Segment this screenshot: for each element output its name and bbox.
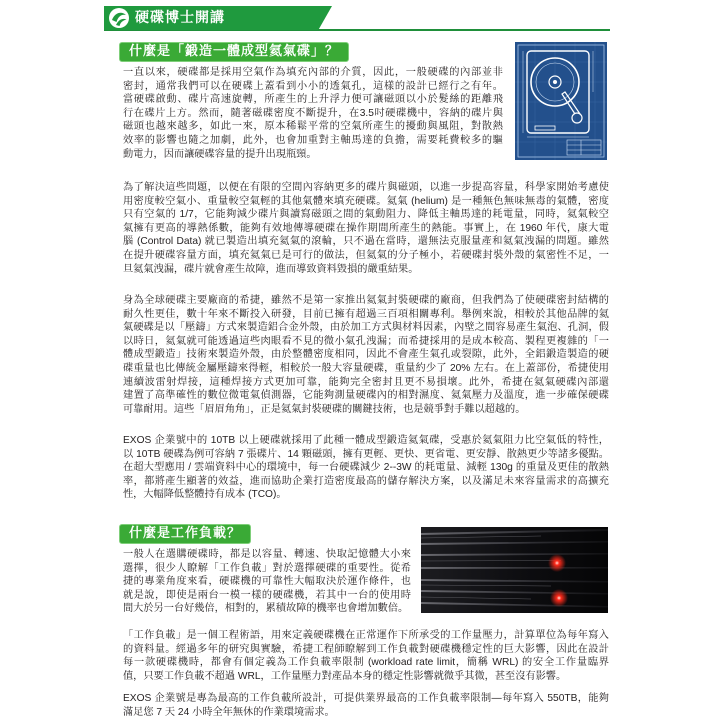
text-line: 建置了高準確性的數位微電氣偵測器，它能夠測量硬碟內的相對濕度、氦氣壓力及溫度，進一步確保硬碟 (123, 390, 609, 402)
text-line: 腦 (Control Data) 就已製造出填充氦氣的滾輪，只不過在當時，還無法克服量產和氦氣洩漏的問題。雖然 (123, 236, 609, 248)
section-heading-helium-drive: 什麼是「鍛造一體成型氦氣碟」？ (119, 42, 349, 62)
text-line: 一般人在選購硬碟時，都是以容量、轉速、快取記憶體大小來 (123, 549, 411, 560)
text-line: 效率的影響也隨之加劇，此外，也會加重對主軸馬達的負擔，需要耗費較多的驅 (123, 134, 503, 146)
text-line: 磁頭也越來越多，如此一來，原本稀鬆平常的空氣所產生的擾動與風阻，對散熱 (123, 121, 503, 133)
seagate-logo-icon (108, 7, 130, 29)
rack-background (421, 527, 608, 613)
text-line: 就是說，即使是兩台一模一樣的硬碟機，若其中一台的使用時 (123, 589, 411, 601)
text-line: 率，都將產生顯著的效益，進而協助企業打造密度最高的儲存解決方案，以及滿足未來容量需求的高擴充 (123, 475, 609, 487)
spindle-center (553, 80, 557, 84)
paragraph-seagate-forging (123, 294, 609, 416)
text-line: 體成型鍛造」技術來製造外殼，由於整體密度相同，因此不會產生氣孔或裂隙，此外，全鋁鍛造製造的硬 (123, 349, 609, 361)
text-line: 的資料量。經過多年的研究與實驗，希捷工程師瞭解到工作負載對硬碟機穩定性的巨大影響，因此在設計 (123, 643, 609, 655)
text-line: 動電力，因而讓硬碟容量的提升出現瓶頸。 (123, 148, 317, 160)
section-heading-workload: 什麼是工作負載？ (119, 524, 251, 544)
text-line: 在超大型應用 / 雲端資料中心的環境中，每一台硬碟減少 2--3W 的耗電量、減輕 130g 的重量及更佳的散熱 (123, 462, 609, 474)
text-line: 每一款硬碟機時，都會有個定義為工作負載率限制 (workload rate limit，簡稱 WRL) 的安全工作量臨界 (123, 657, 609, 669)
text-line: 滿足您 7 天 24 小時全年無休的作業環境需求。 (123, 706, 335, 718)
text-line: 捷的專業角度來看，硬碟機的可靠性大幅取決於運作條件，也 (123, 576, 411, 588)
text-line: 用密度較空氣小、重量較空氣輕的其他氣體來填充硬碟。氦氣 (helium) 是一種無色無味無毒的氣體，密度 (123, 195, 609, 207)
text-line: EXOS 企業號是專為最高的工作負載所設計，可提供業界最高的工作負載率限制—每年寫入 550TB，能夠 (123, 693, 609, 704)
text-line: 行在碟片上方。然而，隨著磁碟密度不斷提升，在3.5吋硬碟機中，容納的碟片與 (123, 107, 503, 119)
page-title: 硬碟博士開講 (135, 10, 225, 26)
text-line: 值，只要工作負載不超過 WRL，工作量壓力對產品本身的穩定性影響就微乎其微，甚至沒有影響。 (123, 670, 567, 682)
server-rack-image (421, 527, 608, 613)
text-line: 耐久性更佳，數十年來不斷投入研發，目前已擁有超過三百項相關專利。舉例來說，相較於其他品牌的氦 (123, 308, 609, 320)
paragraph-workload-intro (123, 548, 411, 616)
paragraph-workload-definition (123, 629, 609, 683)
hdd-blueprint-image (515, 42, 607, 160)
paragraph-exos-workload (123, 692, 609, 719)
text-line: 只有空氣的 1/7，它能夠減少碟片與讀寫磁頭之間的氣動阻力、降低主軸馬達的耗電量，同時，氦氣較空 (123, 209, 609, 221)
paragraph-air-filled-drives (123, 66, 503, 161)
text-line: 當硬碟啟動、碟片高速旋轉，所產生的上升浮力便可讓磁頭以小於髮絲的距離飛 (123, 94, 503, 106)
status-led-lower (550, 589, 568, 607)
text-line: 氣擁有更高的導熱係數，能夠有效地傳導硬碟在操作期間所產生的熱能。事實上，在 1960 年代，康大電 (123, 222, 609, 234)
text-line: 性，大幅降低整體持有成本 (TCO)。 (123, 489, 287, 501)
text-line: 在提升硬碟容量方面，填充氦氣已是可行的做法，但氦氣的分子極小，若硬碟封裝外殼的氣密性不足，一 (123, 249, 609, 261)
text-line: 以時日，氦氣就可能透過這些肉眼看不見的微小氣孔洩漏；而希捷採用的是成本較高、製程更複雜的「一 (123, 335, 609, 347)
paragraph-exos-benefits (123, 434, 609, 502)
text-line: 「工作負載」是一個工程術語，用來定義硬碟機在正常運作下所承受的工作量壓力，計算單位為每年寫入 (123, 630, 609, 641)
status-led-upper (548, 554, 566, 572)
text-line: EXOS 企業號中的 10TB 以上硬碟就採用了此種一體成型鍛造氦氣碟，受惠於氦氣阻力比空氣低的特性， (123, 435, 609, 446)
text-line: 可靠耐用。這些「眉眉角角」，正是氦氣封裝硬碟的關鍵技術，也是競爭對手難以超越的。 (123, 403, 526, 415)
text-line: 選擇，很少人瞭解「工作負載」對於選擇硬碟的重要性。從希 (123, 562, 411, 574)
text-line: 氣硬碟是以「壓鑄」方式來製造鋁合金外殼，由於加工方式與材料因素，內壁之間容易產生氣泡、孔洞，假 (123, 322, 609, 334)
text-line: 間大於另一台好幾倍，相對的，累積故障的機率也會增加數倍。 (123, 603, 409, 615)
text-line: 一直以來，硬碟都是採用空氣作為填充內部的介質，因此，一般硬碟的內部並非 (123, 67, 503, 78)
paragraph-helium-solution (123, 181, 609, 276)
text-line: 連續波雷射焊接，這種焊接方式更加可靠，能夠完全密封且更不易損壞。此外，希捷在氦氣硬碟內部還 (123, 376, 609, 388)
text-line: 以 10TB 硬碟為例可容納 7 張碟片、14 顆磁頭，擁有更輕、更快、更省電、更安靜、散熱更少等諸多優點。 (123, 448, 609, 460)
text-line: 密封，通常我們可以在硬碟上蓋看到小小的透氣孔，這樣的設計已經行之有年。 (123, 80, 503, 92)
text-line: 碟重量也比傳統金屬壓鑄來得輕，相較於一般大容量硬碟，重量約少了 20% 左右。在上蓋部份，希捷使用 (123, 362, 609, 374)
text-line: 為了解決這些問題，以便在有限的空間內容納更多的碟片與磁頭，以進一步提高容量，科學家開始考慮使 (123, 182, 609, 193)
text-line: 身為全球硬碟主要廠商的希捷，雖然不是第一家推出氦氣封裝硬碟的廠商，但我們為了使硬碟密封結構的 (123, 295, 609, 306)
text-line: 旦氦氣洩漏，碟片就會產生故障，進而導致資料毀損的嚴重結果。 (123, 263, 419, 275)
